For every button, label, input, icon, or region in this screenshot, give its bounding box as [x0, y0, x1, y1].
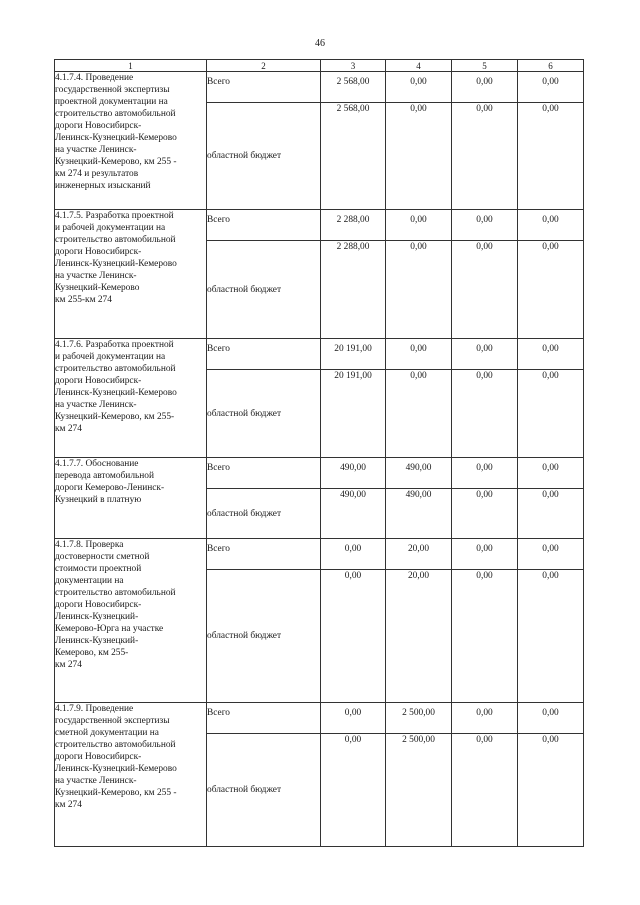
- header-cell-6: 6: [518, 60, 584, 72]
- source-label-budget: областной бюджет: [207, 241, 321, 339]
- table-row: [55, 539, 584, 570]
- item-description: 4.1.7.4. Проведение государственной экспертизы проектной документации на строительство автомобильной дороги Новосибирск- Ленинск-Кузнецкий-Кемерово на участке Ленинск- Кузнецкий-Кемерово, км 255 - км 274 и результатов инженерных изысканий: [55, 73, 177, 191]
- item-description-cell: [55, 703, 207, 847]
- source-label-total: Всего: [207, 210, 321, 241]
- value-total-col-4: 0,00: [386, 339, 452, 370]
- value-budget-col-4: 0,00: [386, 103, 452, 210]
- value-budget-col-6: 0,00: [518, 241, 584, 339]
- value-total-col-6: 0,00: [518, 539, 584, 570]
- value-total-col-4: 0,00: [386, 210, 452, 241]
- value-budget-col-3: 490,00: [321, 489, 386, 539]
- value-budget-col-5: 0,00: [452, 734, 518, 847]
- value-budget-col-3: 0,00: [321, 570, 386, 703]
- value-total-col-3: 2 288,00: [321, 210, 386, 241]
- value-total-col-5: 0,00: [452, 458, 518, 489]
- value-budget-col-6: 0,00: [518, 570, 584, 703]
- header-cell-1: 1: [55, 60, 207, 72]
- value-budget-col-5: 0,00: [452, 489, 518, 539]
- budget-table: [54, 59, 584, 847]
- item-description-cell: [55, 72, 207, 210]
- value-budget-col-6: 0,00: [518, 489, 584, 539]
- source-label-budget: областной бюджет: [207, 103, 321, 210]
- source-label-total: Всего: [207, 72, 321, 103]
- table-row: [55, 703, 584, 734]
- value-budget-col-3: 2 288,00: [321, 241, 386, 339]
- value-budget-col-3: 20 191,00: [321, 370, 386, 458]
- header-cell-5: 5: [452, 60, 518, 72]
- source-label-budget: областной бюджет: [207, 734, 321, 847]
- item-description-cell: [55, 210, 207, 339]
- value-total-col-3: 0,00: [321, 539, 386, 570]
- value-budget-col-5: 0,00: [452, 370, 518, 458]
- value-total-col-5: 0,00: [452, 72, 518, 103]
- item-description: 4.1.7.8. Проверка достоверности сметной стоимости проектной документации на строительство автомобильной дороги Новосибирск- Ленинск-Кузнецкий- Кемерово-Юрга на участке Ленинск-Кузнецкий- Кемерово, км 255- км 274: [55, 540, 176, 670]
- value-total-col-3: 20 191,00: [321, 339, 386, 370]
- source-label-total: Всего: [207, 703, 321, 734]
- value-budget-col-6: 0,00: [518, 103, 584, 210]
- value-budget-col-3: 2 568,00: [321, 103, 386, 210]
- source-label-total: Всего: [207, 539, 321, 570]
- value-total-col-4: 20,00: [386, 539, 452, 570]
- value-total-col-3: 490,00: [321, 458, 386, 489]
- table-row: [55, 339, 584, 370]
- value-budget-col-5: 0,00: [452, 570, 518, 703]
- table-body: [55, 60, 584, 847]
- value-total-col-3: 0,00: [321, 703, 386, 734]
- value-total-col-4: 2 500,00: [386, 703, 452, 734]
- item-description: 4.1.7.5. Разработка проектной и рабочей документации на строительство автомобильной дороги Новосибирск- Ленинск-Кузнецкий-Кемерово на участке Ленинск- Кузнецкий-Кемерово км 255-км 274: [55, 211, 177, 305]
- value-budget-col-6: 0,00: [518, 370, 584, 458]
- value-total-col-5: 0,00: [452, 339, 518, 370]
- value-total-col-5: 0,00: [452, 539, 518, 570]
- item-description-cell: [55, 539, 207, 703]
- value-total-col-4: 490,00: [386, 458, 452, 489]
- value-total-col-6: 0,00: [518, 458, 584, 489]
- item-description-cell: [55, 339, 207, 458]
- value-total-col-5: 0,00: [452, 703, 518, 734]
- value-total-col-5: 0,00: [452, 210, 518, 241]
- value-budget-col-4: 0,00: [386, 370, 452, 458]
- header-cell-2: 2: [207, 60, 321, 72]
- value-budget-col-3: 0,00: [321, 734, 386, 847]
- header-row: [55, 60, 584, 72]
- value-budget-col-4: 20,00: [386, 570, 452, 703]
- source-label-budget: областной бюджет: [207, 370, 321, 458]
- value-budget-col-5: 0,00: [452, 103, 518, 210]
- value-budget-col-6: 0,00: [518, 734, 584, 847]
- value-total-col-6: 0,00: [518, 210, 584, 241]
- item-description: 4.1.7.6. Разработка проектной и рабочей документации на строительство автомобильной дороги Новосибирск- Ленинск-Кузнецкий-Кемерово на участке Ленинск- Кузнецкий-Кемерово, км 255- км 274: [55, 340, 177, 434]
- value-budget-col-4: 490,00: [386, 489, 452, 539]
- item-description: 4.1.7.7. Обоснование перевода автомобильной дороги Кемерово-Ленинск- Кузнецкий в платную: [55, 459, 165, 505]
- value-budget-col-4: 2 500,00: [386, 734, 452, 847]
- value-total-col-6: 0,00: [518, 72, 584, 103]
- value-total-col-3: 2 568,00: [321, 72, 386, 103]
- source-label-total: Всего: [207, 339, 321, 370]
- value-total-col-6: 0,00: [518, 339, 584, 370]
- item-description-cell: [55, 458, 207, 539]
- source-label-budget: областной бюджет: [207, 489, 321, 539]
- table-row: [55, 210, 584, 241]
- value-budget-col-5: 0,00: [452, 241, 518, 339]
- source-label-total: Всего: [207, 458, 321, 489]
- item-description: 4.1.7.9. Проведение государственной экспертизы сметной документации на строительство автомобильной дороги Новосибирск- Ленинск-Кузнецкий-Кемерово на участке Ленинск- Кузнецкий-Кемерово, км 255 - км 274: [55, 704, 177, 810]
- page-number: 46: [315, 38, 325, 49]
- table-row: [55, 72, 584, 103]
- table-row: [55, 458, 584, 489]
- header-cell-3: 3: [321, 60, 386, 72]
- header-cell-4: 4: [386, 60, 452, 72]
- value-budget-col-4: 0,00: [386, 241, 452, 339]
- source-label-budget: областной бюджет: [207, 570, 321, 703]
- value-total-col-6: 0,00: [518, 703, 584, 734]
- value-total-col-4: 0,00: [386, 72, 452, 103]
